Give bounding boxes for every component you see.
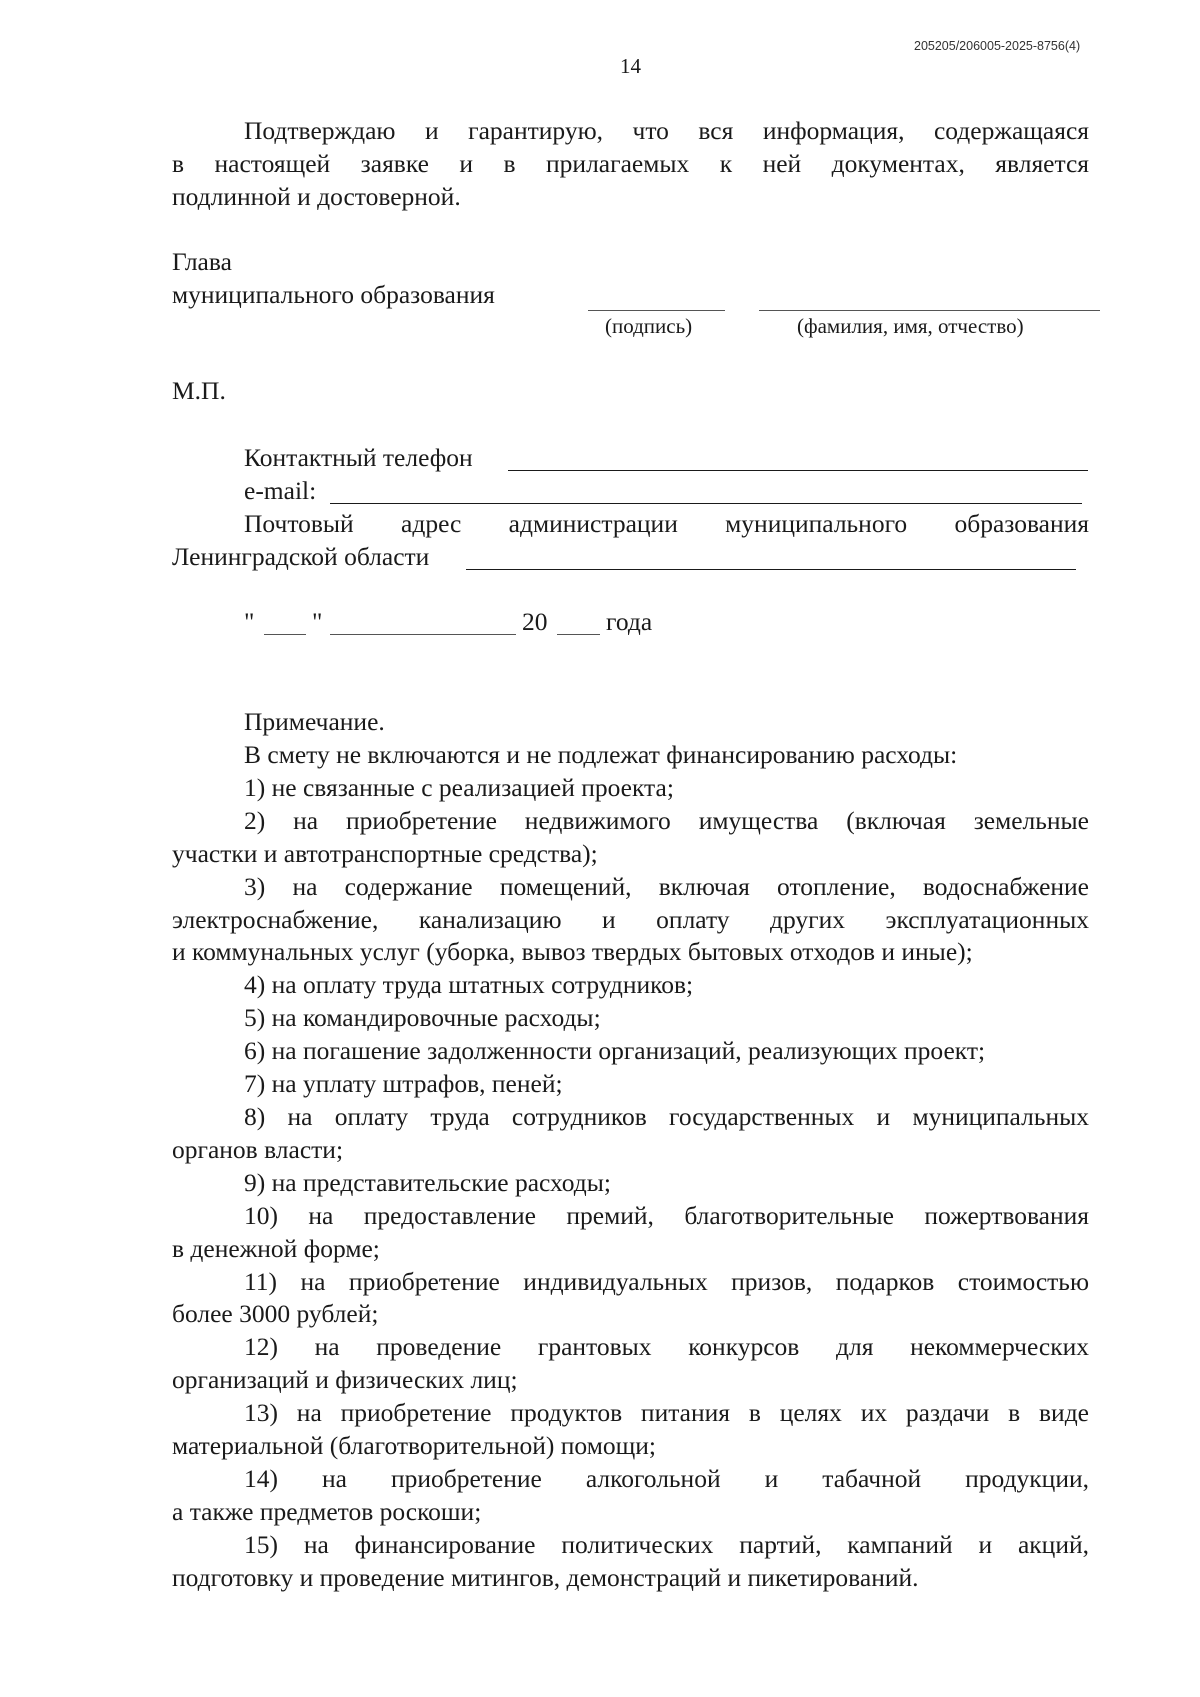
document-number: 205205/206005-2025-8756(4) — [914, 39, 1081, 53]
list-item-line: 11) на приобретение индивидуальных призов, подарков стоимостью — [244, 1267, 1089, 1296]
list-item-line: 12) на проведение грантовых конкурсов для некоммерческих — [244, 1332, 1089, 1361]
list-item-line: 15) на финансирование политических партий, кампаний и акций, — [244, 1530, 1089, 1559]
list-item-line: 7) на уплату штрафов, пеней; — [244, 1069, 563, 1098]
list-item-line: 6) на погашение задолженности организаций, реализующих проект; — [244, 1036, 986, 1065]
confirmation-line-3: подлинной и достоверной. — [172, 182, 461, 211]
confirmation-line-2: в настоящей заявке и в прилагаемых к ней документах, является — [172, 149, 1089, 178]
list-item-line: в денежной форме; — [172, 1234, 380, 1263]
year-prefix: 20 — [522, 607, 548, 636]
address-field[interactable] — [466, 569, 1076, 570]
page-number: 14 — [620, 54, 641, 78]
list-item-line: 5) на командировочные расходы; — [244, 1003, 601, 1032]
email-label: e-mail: — [244, 476, 317, 505]
list-item-line: 9) на представительские расходы; — [244, 1168, 611, 1197]
list-item-line: 8) на оплату труда сотрудников государственных и муниципальных — [244, 1102, 1089, 1131]
full-name-blank[interactable] — [759, 310, 1100, 311]
phone-label: Контактный телефон — [244, 443, 473, 472]
year-field[interactable] — [557, 634, 600, 635]
list-item-line: электроснабжение, канализацию и оплату других эксплуатационных — [172, 905, 1089, 934]
confirmation-line-1: Подтверждаю и гарантирую, что вся информация, содержащаяся — [244, 116, 1089, 145]
list-item-line: 14) на приобретение алкогольной и табачной продукции, — [244, 1464, 1089, 1493]
phone-field[interactable] — [508, 470, 1088, 471]
list-item-line: более 3000 рублей; — [172, 1299, 379, 1328]
list-item-line: организаций и физических лиц; — [172, 1365, 518, 1394]
list-item-line: участки и автотранспортные средства); — [172, 839, 598, 868]
list-item-line: 1) не связанные с реализацией проекта; — [244, 773, 674, 802]
list-item-line: подготовку и проведение митингов, демонстраций и пикетирований. — [172, 1563, 919, 1592]
note-intro: В смету не включаются и не подлежат финансированию расходы: — [244, 740, 958, 769]
list-item-line: органов власти; — [172, 1135, 344, 1164]
stamp-label: М.П. — [172, 376, 226, 405]
note-title: Примечание. — [244, 707, 385, 736]
list-item-line: 13) на приобретение продуктов питания в целях их раздачи в виде — [244, 1398, 1089, 1427]
list-item-line: 3) на содержание помещений, включая отопление, водоснабжение — [244, 872, 1089, 901]
address-label-line-1: Почтовый адрес администрации муниципального образования — [244, 509, 1089, 538]
day-field[interactable] — [264, 634, 306, 635]
month-field[interactable] — [330, 634, 516, 635]
signature-caption: (подпись) — [605, 314, 693, 338]
signature-blank[interactable] — [588, 310, 725, 311]
list-item-line: а также предметов роскоши; — [172, 1497, 482, 1526]
full-name-caption: (фамилия, имя, отчество) — [797, 314, 1024, 338]
email-field[interactable] — [330, 503, 1082, 504]
list-item-line: 2) на приобретение недвижимого имущества (включая земельные — [244, 806, 1089, 835]
date-close-quote: " — [312, 607, 323, 636]
year-suffix: года — [606, 607, 653, 636]
list-item-line: и коммунальных услуг (уборка, вывоз твердых бытовых отходов и иные); — [172, 937, 973, 966]
date-open-quote: " — [244, 607, 255, 636]
list-item-line: 4) на оплату труда штатных сотрудников; — [244, 970, 694, 999]
address-label-line-2: Ленинградской области — [172, 542, 430, 571]
signer-title-line-2: муниципального образования — [172, 280, 495, 309]
list-item-line: 10) на предоставление премий, благотворительные пожертвования — [244, 1201, 1089, 1230]
list-item-line: материальной (благотворительной) помощи; — [172, 1431, 656, 1460]
signer-title-line-1: Глава — [172, 247, 232, 276]
